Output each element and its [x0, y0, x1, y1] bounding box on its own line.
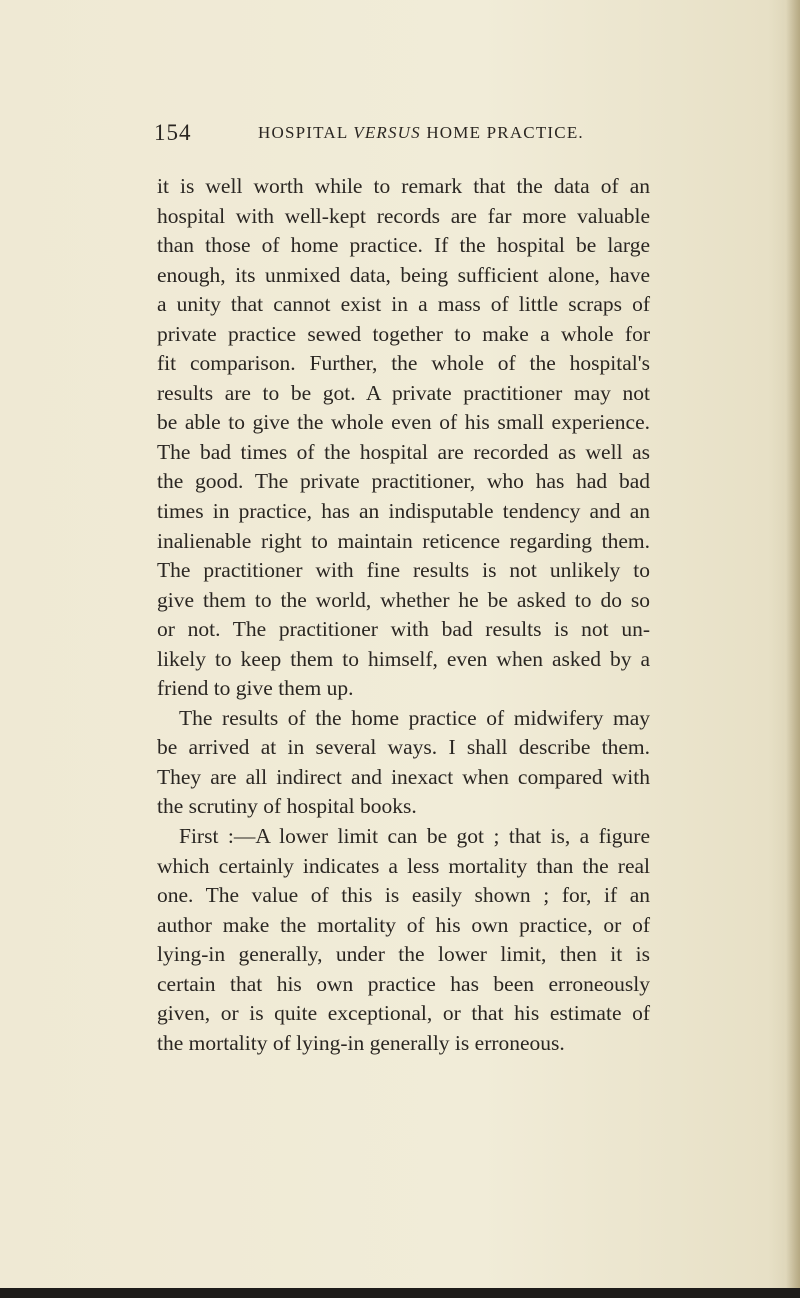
running-title-part1: HOSPITAL [258, 123, 354, 142]
text-line: a unity that cannot exist in a mass of little scraps of [157, 292, 650, 317]
page-number: 154 [154, 120, 192, 145]
text-line: it is well worth while to remark that the data of an [157, 174, 650, 198]
text-line: or not. The practitioner with bad results is not un- [157, 617, 650, 642]
text-line: hospital with well-kept records are far more valuable [157, 203, 650, 228]
text-line: enough, its unmixed data, being sufficient alone, have [157, 262, 650, 287]
text-line: First :—A lower limit can be got ; that is, a figure [179, 824, 650, 849]
running-head [0, 120, 800, 146]
scan-bottom-edge [0, 1288, 800, 1298]
text-line: The results of the home practice of midwifery may [179, 705, 650, 730]
text-line: They are all indirect and inexact when compared with [157, 764, 650, 789]
text-line: than those of home practice. If the hospital be large [157, 233, 650, 258]
running-title-italic: VERSUS [353, 123, 421, 142]
text-line: fit comparison. Further, the whole of the hospital's [157, 351, 650, 376]
text-line: likely to keep them to himself, even when asked by a [157, 646, 650, 671]
text-line: one. The value of this is easily shown ; for, if an [157, 883, 650, 908]
text-line: the mortality of lying-in generally is erroneous. [157, 1030, 565, 1055]
text-line: the scrutiny of hospital books. [157, 794, 417, 819]
text-line: the good. The private practitioner, who has had bad [157, 469, 650, 494]
text-line: which certainly indicates a less mortality than the real [157, 853, 650, 878]
running-title-part2: HOME PRACTICE. [420, 123, 584, 142]
text-line: private practice sewed together to make a whole for [157, 321, 650, 346]
text-line: results are to be got. A private practitioner may not [157, 380, 650, 405]
text-line: be arrived at in several ways. I shall describe them. [157, 735, 650, 760]
text-line: lying-in generally, under the lower limit, then it is [157, 942, 650, 967]
text-line: times in practice, has an indisputable tendency and an [157, 499, 650, 524]
text-line: author make the mortality of his own practice, or of [157, 912, 650, 937]
text-line: inalienable right to maintain reticence regarding them. [157, 528, 650, 553]
text-line: friend to give them up. [157, 676, 354, 701]
text-line: be able to give the whole even of his small experience. [157, 410, 650, 435]
text-line: The practitioner with fine results is not unlikely to [157, 558, 650, 583]
text-line: certain that his own practice has been erroneously [157, 971, 650, 996]
running-title [258, 123, 584, 143]
body-text [157, 172, 650, 1058]
text-line: give them to the world, whether he be asked to do so [157, 587, 650, 612]
text-line: The bad times of the hospital are recorded as well as [157, 439, 650, 464]
text-line: given, or is quite exceptional, or that his estimate of [157, 1001, 650, 1026]
page-edge-shadow [786, 0, 800, 1298]
